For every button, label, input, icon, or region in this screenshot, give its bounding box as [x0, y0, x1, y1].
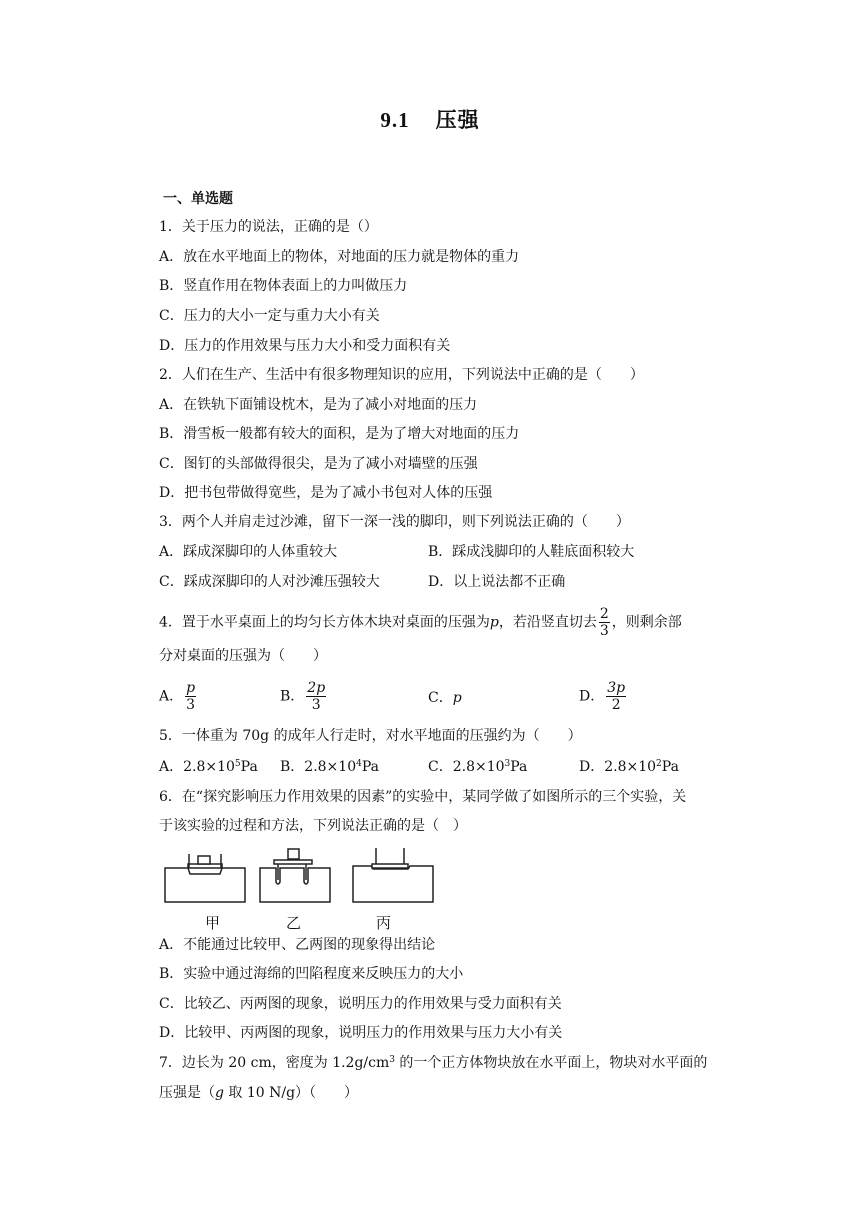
q4-stem-fraction	[599, 606, 610, 639]
q4-option-d-den: 2	[611, 697, 621, 713]
figure-label-bing: 丙	[376, 914, 392, 932]
q5-option-a-base: A．2.8×10	[159, 759, 235, 775]
q4-option-b	[280, 680, 328, 713]
q4-option-a-fraction	[185, 680, 196, 713]
q4-stem-p: p	[489, 614, 499, 631]
q4-stem-part2: ，若沿竖直切去	[498, 614, 597, 631]
q5-option-c-base: C．2.8×10	[428, 759, 505, 775]
q5-option-a	[159, 757, 258, 777]
q4-option-d-fraction	[606, 680, 626, 713]
q6-stem-line1: 6．在“探究影响压力作用效果的因素”的实验中，某同学做了如图所示的三个实验，关	[159, 789, 687, 805]
q7-line2-part1: 压强是（	[159, 1085, 215, 1101]
q5-option-b-unit: Pa	[361, 759, 379, 775]
q5-stem: 5．一体重为 70g 的成年人行走时，对水平地面的压强约为（ ）	[159, 728, 582, 744]
q5-option-b	[280, 757, 379, 777]
q4-option-b-fraction	[306, 680, 326, 713]
q5-option-c-exp: 3	[504, 759, 511, 769]
q5-option-c-unit: Pa	[510, 759, 528, 775]
sponge-experiment-diagram	[160, 844, 450, 914]
q4-option-a-den: 3	[186, 697, 196, 713]
q1-option-b: B．竖直作用在物体表面上的力叫做压力	[159, 278, 408, 294]
q2-option-b: B．滑雪板一般都有较大的面积，是为了增大对地面的压力	[159, 426, 520, 442]
q6-option-a: A．不能通过比较甲、乙两图的现象得出结论	[159, 937, 436, 953]
figure-bing	[353, 848, 433, 902]
figure-label-jia: 甲	[205, 914, 221, 932]
q7-stem-line1	[159, 1053, 707, 1073]
q4-stem-line2: 分对桌面的压强为（ ）	[159, 648, 327, 664]
q4-option-a-num: p	[186, 680, 196, 696]
q6-option-c: C．比较乙、丙两图的现象，说明压力的作用效果与受力面积有关	[159, 996, 562, 1012]
title-text: 压强	[435, 107, 480, 132]
q3-option-c: C．踩成深脚印的人对沙滩压强较大	[159, 574, 380, 590]
q7-stem-line2	[159, 1083, 358, 1103]
q5-option-d-unit: Pa	[661, 759, 679, 775]
q4-option-b-den: 3	[311, 697, 321, 713]
q2-option-d: D．把书包带做得宽些，是为了减小书包对人体的压强	[159, 485, 493, 501]
q5-option-a-exp: 5	[234, 759, 241, 769]
q4-option-c	[428, 688, 462, 708]
q2-option-c: C．图钉的头部做得很尖，是为了减小对墙壁的压强	[159, 456, 478, 472]
q3-option-a: A．踩成深脚印的人体重较大	[159, 544, 338, 560]
q2-option-a: A．在铁轨下面铺设枕木，是为了减小对地面的压力	[159, 397, 478, 413]
q4-option-d-label: D．	[579, 688, 605, 705]
q4-stem-fraction-den: 3	[599, 623, 609, 639]
q4-option-c-label: C．	[428, 690, 453, 706]
q3-option-d: D．以上说法都不正确	[428, 574, 566, 590]
q4-option-a	[159, 680, 198, 713]
q7-line2-g: g	[215, 1085, 224, 1101]
q6-experiment-figure	[160, 844, 450, 934]
q5-option-c	[428, 757, 527, 777]
figure-yi	[260, 849, 330, 902]
figure-label-yi: 乙	[286, 914, 302, 932]
q6-stem-line2: 于该实验的过程和方法，下列说法正确的是（ ）	[159, 818, 467, 834]
q5-option-b-exp: 4	[356, 759, 362, 769]
q5-option-b-base: B．2.8×10	[280, 759, 357, 775]
q4-stem	[159, 606, 682, 639]
q6-option-d: D．比较甲、丙两图的现象，说明压力的作用效果与压力大小有关	[159, 1025, 563, 1041]
figure-jia	[165, 854, 245, 902]
q1-option-d: D．压力的作用效果与压力大小和受力面积有关	[159, 338, 451, 354]
q7-stem-exp: 3	[389, 1055, 395, 1065]
q7-line2-part2: 取 10 N/g）（ ）	[223, 1085, 359, 1101]
q7-stem-part1: 7．边长为 20 cm，密度为 1.2g/cm	[159, 1055, 390, 1071]
q6-option-b: B．实验中通过海绵的凹陷程度来反映压力的大小	[159, 966, 464, 982]
q4-stem-part1: 4．置于水平桌面上的均匀长方体木块对桌面的压强为	[159, 614, 490, 631]
section-heading: 一、单选题	[163, 191, 233, 207]
q4-option-a-label: A．	[159, 688, 184, 705]
q5-option-a-unit: Pa	[240, 759, 258, 775]
q4-option-d	[579, 680, 628, 713]
q1-option-a: A．放在水平地面上的物体，对地面的压力就是物体的重力	[159, 249, 520, 265]
page-title	[0, 104, 860, 134]
q5-option-d	[579, 757, 679, 777]
q5-option-d-base: D．2.8×10	[579, 759, 657, 775]
q1-option-c: C．压力的大小一定与重力大小有关	[159, 308, 380, 324]
q4-option-b-num: 2p	[307, 680, 326, 696]
q4-option-b-label: B．	[280, 688, 305, 705]
q3-option-b: B．踩成浅脚印的人鞋底面积较大	[428, 544, 635, 560]
q5-option-d-exp: 2	[656, 759, 662, 769]
q3-stem: 3．两个人并肩走过沙滩，留下一深一浅的脚印，则下列说法正确的（ ）	[159, 514, 630, 530]
q4-option-d-num: 3p	[607, 680, 626, 696]
q4-option-c-value: p	[452, 690, 462, 706]
q2-stem: 2．人们在生产、生活中有很多物理知识的应用，下列说法中正确的是（ ）	[159, 367, 644, 383]
q1-stem: 1．关于压力的说法，正确的是（）	[159, 219, 378, 235]
q7-stem-part2: 的一个正方体物块放在水平面上，物块对水平面的	[394, 1055, 708, 1071]
q4-stem-part3: ，则剩余部	[611, 614, 682, 631]
title-number: 9.1	[380, 108, 410, 132]
q4-stem-fraction-num: 2	[599, 606, 609, 622]
